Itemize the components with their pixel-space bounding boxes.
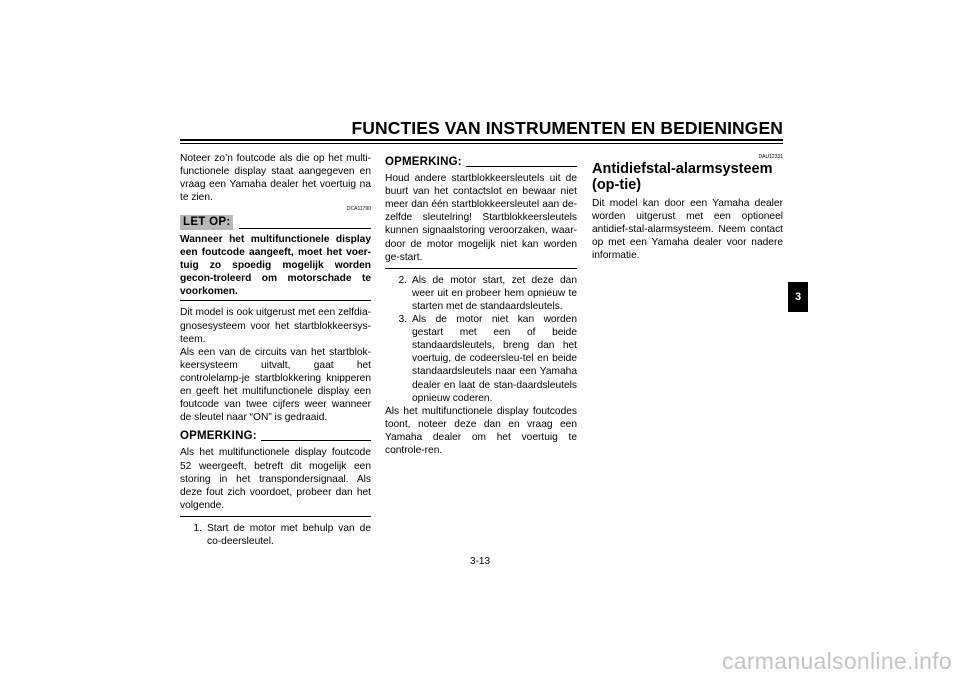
note-text: Houd andere startblokkeersleutels uit de buurt van het contactslot en bewaar niet meer dan één startblokkeersleutel aan de-zelfde sleutelring! Startblokkeersleutels kunnen signaalstoring veroorzaken, waar-door de motor mogelijk niet kan worden ge-start. — [385, 173, 577, 263]
intro-paragraph: Noteer zo’n foutcode als die op het multi-functionele display staat aangegeven en vraag een Yamaha dealer het voertuig na te zien. — [180, 153, 371, 204]
list-item-text: Als de motor start, zet deze dan weer uit en probeer hem opnieuw te starten met de standaardsleutels. — [412, 274, 577, 312]
caution-end-rule — [180, 300, 371, 301]
header-rule-thin — [180, 143, 783, 144]
caution-code: DCA11790 — [346, 206, 371, 213]
note-end-rule — [385, 268, 577, 269]
page-number: 3-13 — [469, 556, 490, 567]
note-heading — [385, 156, 577, 169]
section-title: Antidiefstal-alarmsysteem (op-tie) — [592, 161, 773, 193]
column-left — [180, 152, 371, 548]
note-end-rule — [180, 516, 371, 517]
section-text: Dit model kan door een Yamaha dealer worden uitgerust met een optioneel antidief-stal-alarmsysteem. Neem contact op met een Yamaha dealer voor nadere informatie. — [592, 198, 783, 262]
note-heading-rule — [261, 440, 371, 441]
list-item-number: 2. — [398, 274, 407, 286]
header-rule — [180, 139, 783, 141]
chapter-tab: 3 — [788, 282, 808, 312]
caution-heading-rule — [239, 228, 371, 229]
column-middle — [385, 152, 577, 457]
list-item-text: Als de motor niet kan worden gestart met een of beide standaardsleutels, breng dan het voertuig, de codeersleu-tel en beide standaardsleutels naar een Yamaha dealer en laat de stan-daardsleutels opnieuw coderen. — [412, 314, 577, 404]
column-right — [592, 152, 783, 262]
caution-heading — [180, 215, 371, 230]
list-item — [385, 274, 577, 313]
page-header-title: FUNCTIES VAN INSTRUMENTEN EN BEDIENINGEN — [351, 118, 783, 138]
paragraph-circuit-failure: Als een van de circuits van het startblok-keersysteem uitvalt, gaat het controlelamp-je startblokkering knipperen en geeft het multifunctionele display een foutcode van twee cijfers weer wanneer de sleutel naar “ON” is gedraaid. — [180, 346, 371, 424]
closing-paragraph: Als het multifunctionele display foutcodes toont, noteer deze dan en vraag een Yamaha dealer om het voertuig te controle-ren. — [385, 405, 577, 456]
watermark-text: carmanualsonline.info — [721, 648, 952, 674]
caution-label: LET OP: — [180, 215, 233, 230]
note-text: Als het multifunctionele display foutcode 52 weergeeft, betreft dit mogelijk een storing in het transpondersignaal. Als deze fout zich voordoet, probeer dan het volgende. — [180, 447, 371, 511]
caution-text: Wanneer het multifunctionele display een foutcode aangeeft, moet het voer-tuig zo spoedig mogelijk worden gecon-troleerd om motorschade te voorkomen. — [180, 234, 371, 298]
section-code: DAU12331 — [758, 154, 783, 160]
note-heading — [180, 430, 371, 443]
note-heading-rule — [466, 166, 577, 167]
list-item — [385, 313, 577, 405]
note-label: OPMERKING: — [385, 156, 462, 168]
paragraph-self-diagnosis: Dit model is ook uitgerust met een zelfdia-gnosesysteem voor het startblokkeersys-teem. — [180, 307, 371, 345]
note-label: OPMERKING: — [180, 430, 257, 443]
list-item-number: 3. — [398, 314, 407, 326]
list-item-text: Start de motor met behulp van de co-deersleutel. — [207, 522, 371, 547]
list-item — [180, 522, 371, 548]
list-item-number: 1. — [193, 522, 202, 534]
